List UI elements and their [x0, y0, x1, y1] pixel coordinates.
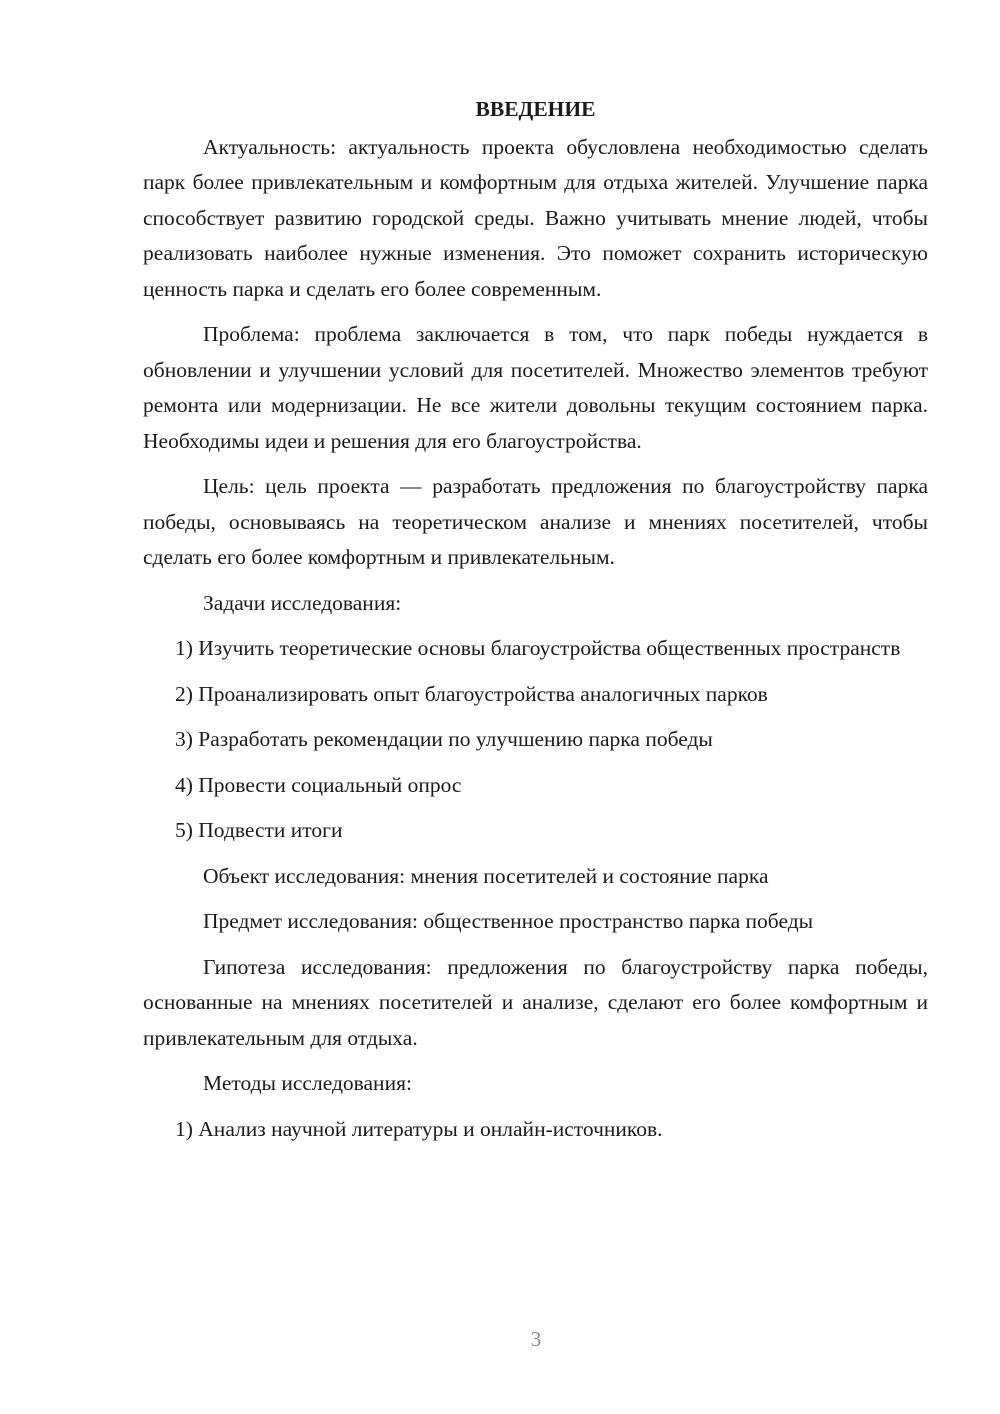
hypothesis-paragraph: Гипотеза исследования: предложения по благоустройству парка победы, основанные на мнениях посетителей и анализе, сделают его более комфортным и привлекательным для отдыха. [143, 954, 928, 1050]
task-item-5: 5) Подвести итоги [175, 818, 343, 842]
task-item-3: 3) Разработать рекомендации по улучшению парка победы [175, 727, 713, 751]
problem-paragraph: Проблема: проблема заключается в том, что парк победы нуждается в обновлении и улучшении условий для посетителей. Множество элементов требуют ремонта или модернизации. Не все жители довольны текущим состоянием парка. Необходимы идеи и решения для его благоустройства. [143, 322, 928, 453]
relevance-paragraph: Актуальность: актуальность проекта обусловлена необходимостью сделать парк более привлекательным и комфортным для отдыха жителей. Улучшение парка способствует развитию городской среды. Важно учитывать мнение людей, чтобы реализовать наиболее нужные изменения. Это поможет сохранить историческую ценность парка и сделать его более современным. [143, 134, 928, 301]
tasks-heading: Задачи исследования: [203, 590, 402, 615]
research-object: Объект исследования: мнения посетителей и состояние парка [203, 863, 769, 888]
task-item-4: 4) Провести социальный опрос [175, 772, 462, 797]
page-title: ВВЕДЕНИЕ [475, 97, 596, 121]
methods-heading: Методы исследования: [203, 1071, 412, 1095]
goal-paragraph: Цель: цель проекта — разработать предложения по благоустройству парка победы, основываясь на теоретическом анализе и мнениях посетителей, чтобы сделать его более комфортным и привлекательным. [143, 474, 928, 569]
page-number: 3 [530, 1327, 542, 1351]
task-item-1: 1) Изучить теоретические основы благоустройства общественных пространств [175, 636, 901, 660]
method-item-1: 1) Анализ научной литературы и онлайн-источников. [175, 1116, 663, 1141]
research-subject: Предмет исследования: общественное пространство парка победы [203, 909, 814, 933]
document-page [143, 92, 928, 1157]
task-item-2: 2) Проанализировать опыт благоустройства аналогичных парков [175, 681, 768, 706]
